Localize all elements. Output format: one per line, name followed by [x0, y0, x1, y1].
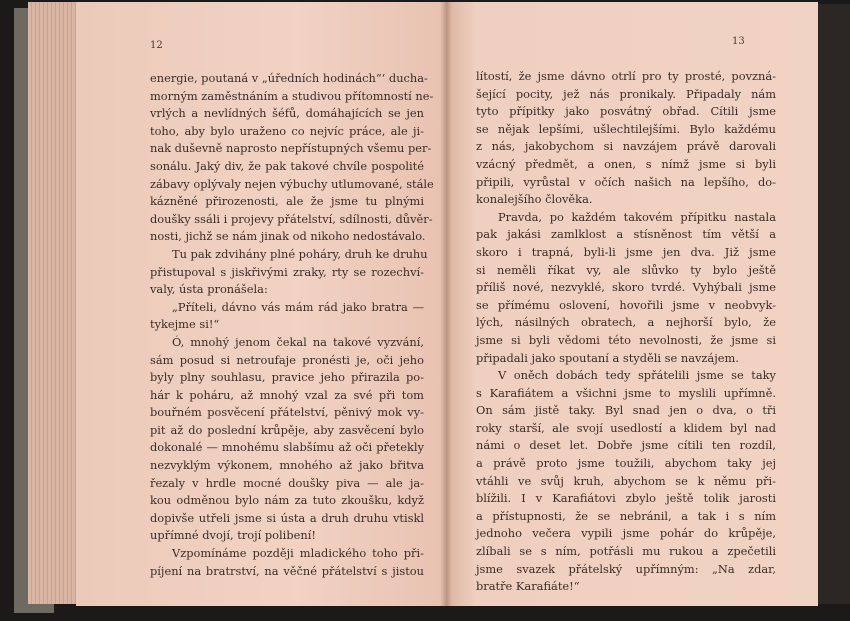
text-line: Tu pak zdvihány plné poháry, druh ke druhu [172, 246, 428, 261]
text-line: zlíbali se s ním, potřásli mu rukou a zpečetili [476, 544, 776, 559]
text-line: kázněné přirozenosti, ale že jsme tu plnými [150, 194, 424, 209]
text-line: V oněch dobách tedy spřátelili jsme se taky [498, 368, 776, 383]
text-line: Vzpomínáme později mladického toho při- [172, 546, 424, 561]
text-line: dopivše utřeli jsme si ústa a druh druhu vtiskl [150, 510, 424, 525]
text-line: jsme si byli vědomi této nevolnosti, že jsme si [476, 332, 776, 347]
text-line: vtáhli ve svůj kruh, abychom se k němu při- [476, 473, 776, 488]
text-line: blížili. I v Karafiátovi zbylo ještě tolik jarosti [476, 491, 776, 506]
text-line: upřímné dvojí, trojí polibení! [150, 528, 316, 543]
text-line: připadali jako spoutaní a styděli se navzájem. [476, 350, 739, 365]
text-line: tykejme si!“ [150, 317, 220, 332]
text-line: připili, vyrůstal v očích našich na lepšího, do- [476, 174, 776, 189]
text-line: jednoho večera vypili jsme pohár do krůpěje, [476, 526, 776, 541]
text-line: tyto přípitky jako posvátný obřad. Cítili jsme [476, 104, 776, 119]
text-line: s Karafiátem a všichni jsme to myslili upřímně. [476, 385, 776, 400]
text-line: doušky ssáli i projevy přátelství, sdílnosti, důvěr- [150, 211, 433, 226]
text-line: byly plny souhlasu, pravice jeho přirazila po- [150, 370, 424, 385]
text-line: lítostí, že jsme dávno otrlí pro ty prosté, povzná- [476, 69, 776, 83]
text-line: nosti, jichž se nám jinak od nikoho nedostávalo. [150, 229, 426, 244]
text-line: nak duševně naprosto nepřístupných všemu per- [150, 141, 432, 156]
text-line: píjení na bratrství, na věčné přátelství s jistou [150, 563, 424, 578]
text-line: Ó, mnohý jenom čekal na takové vyzvání, [172, 334, 424, 349]
book-gutter [440, 2, 452, 606]
text-line: šející pocity, jež nás pronikaly. Připadaly nám [476, 86, 776, 101]
text-line: a přístupnosti, že se nebránil, a tak i s ním [476, 508, 776, 523]
text-line: z nás, jakobychom si navzájem právě darovali [476, 139, 776, 154]
text-line: roky starší, ale svojí usedlostí a klidem byl nad [476, 420, 776, 435]
text-line: hár k poháru, až mnohý vzal za své při tom [150, 387, 424, 402]
text-line: vrlých a nevlídných šéfů, domáhajících se jen [150, 106, 424, 121]
text-line: příliš nové, nezvyklé, skoro tvrdé. Vyhýbali jsme [476, 280, 776, 295]
text-line: námi o deset let. Dobře jsme cítili ten rozdíl, [476, 438, 776, 453]
text-line: bratře Karafiáte!“ [476, 579, 580, 594]
text-line: řezaly v hrdle mocné doušky piva — ale ja- [150, 475, 424, 490]
text-line: přistupoval s jiskřivými zraky, rty se rozechví- [150, 264, 424, 279]
text-line: „Příteli, dávno vás mám rád jako bratra — [172, 299, 424, 314]
text-line: sonálu. Jaký div, že pak takové chvíle pospolité [150, 158, 424, 173]
text-line: skoro i trapná, byli-li jsme jen dva. Již jsme [476, 244, 776, 259]
text-line: se přímému oslovení, hovořili jsme v neobvyk- [476, 297, 776, 312]
left-page-text [150, 70, 434, 580]
text-line: kou odměnou bylo nám za tuto zkoušku, když [150, 493, 424, 508]
right-page-text [476, 68, 776, 596]
text-line: sám posud si netroufaje pronésti je, oči jeho [150, 352, 424, 367]
text-line: a právě proto jsme toužili, abychom taky jej [476, 456, 776, 471]
text-line: vzácný předmět, a onen, s nímž jsme si byli [476, 156, 776, 171]
text-line: morným zaměstnáním a studivou přítomností ne- [150, 88, 434, 103]
text-line: pit až do poslední krůpěje, aby zasvěcení bylo [150, 422, 424, 437]
text-line: pak jakási zamlklost a stísněnost tím větší a [476, 227, 776, 242]
text-line: konalejšího člověka. [476, 192, 593, 207]
text-line: lých, násilných obratech, a nejhorší bylo, že [476, 315, 776, 330]
text-line: valy, ústa pronášela: [150, 282, 268, 297]
text-line: toho, aby bylo uraženo co nejvíc práce, ale ji- [150, 123, 424, 138]
text-line: se nějak lepšími, ušlechtilejšími. Bylo každému [476, 121, 776, 136]
text-line: On sám jistě taky. Byl snad jen o dva, o tři [476, 403, 776, 418]
left-page [76, 2, 446, 606]
right-page [446, 2, 818, 606]
text-line: dokonalé — mnohému slabšímu až oči přetekly [150, 440, 424, 455]
page-number-left: 12 [150, 40, 163, 51]
text-line: jsme svazek přátelský upřímným: „Na zdar, [476, 561, 776, 576]
text-line: Pravda, po každém takovém přípitku nastala [498, 209, 776, 224]
text-line: bouřném posvěcení přátelství, pěnivý mok vy- [150, 405, 424, 420]
page-number-right: 13 [732, 36, 745, 47]
text-line: nezvyklým výkonem, mnohého až jako břitva [150, 458, 424, 473]
text-line: energie, poutaná v „úředních hodinách“‘ ducha- [150, 71, 428, 85]
book-right-edge [818, 4, 850, 604]
text-line: zábavy oplývaly nejen výbuchy utlumované, stále [150, 176, 434, 191]
text-line: si neměli říkat vy, ale slůvko ty bylo ještě [476, 262, 776, 277]
